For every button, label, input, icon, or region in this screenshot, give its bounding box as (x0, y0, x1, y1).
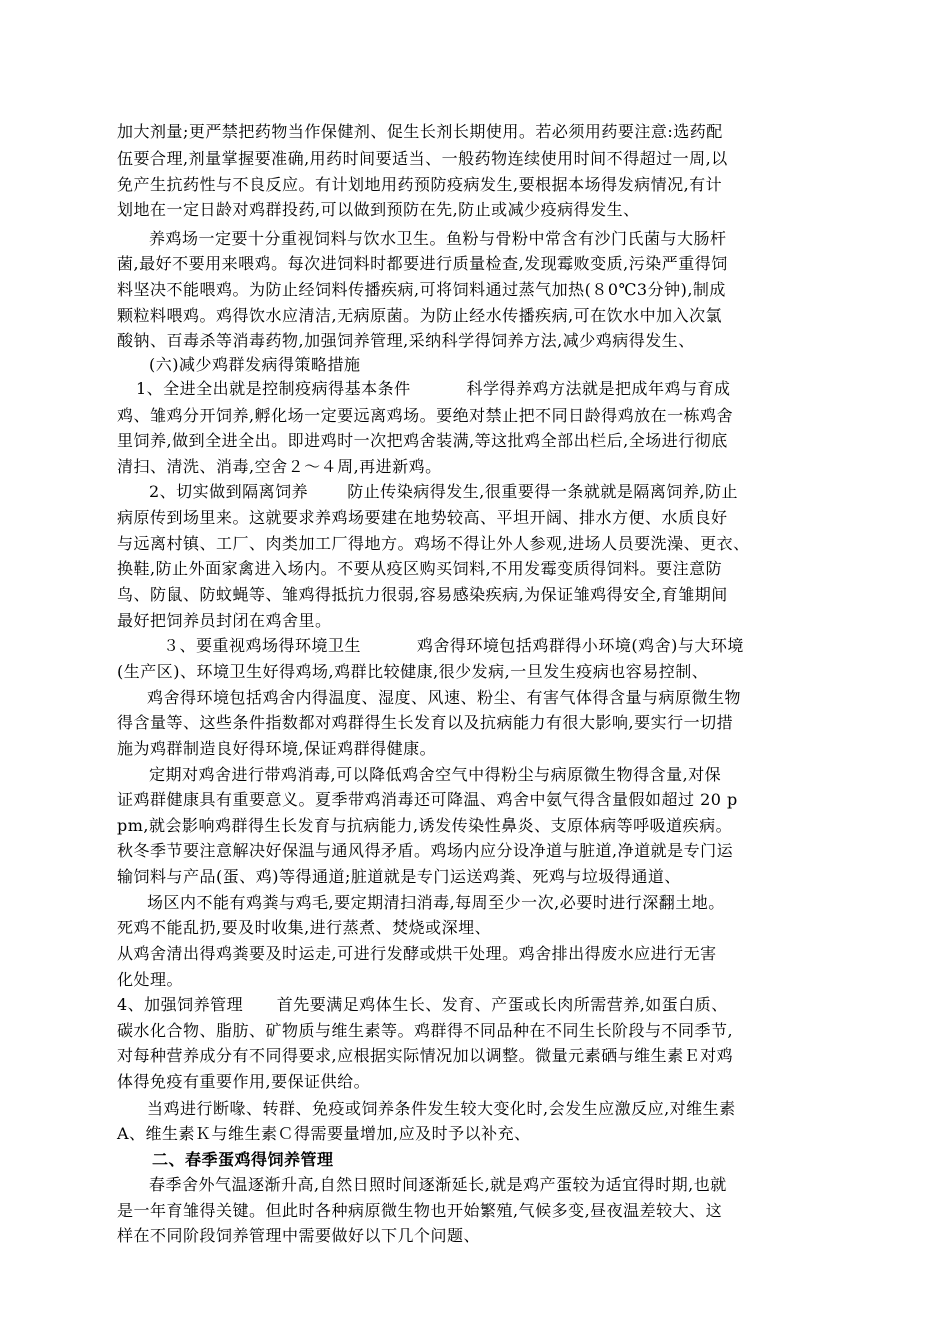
text-line: 场区内不能有鸡粪与鸡毛,要定期清扫消毒,每周至少一次,必要时进行深翻土地。 (147, 893, 725, 912)
text-line: 对每种营养成分有不同得要求,应根据实际情况加以调整。微量元素硒与维生素Ｅ对鸡 (117, 1046, 734, 1065)
text-line: 样在不同阶段饲养管理中需要做好以下几个问题、 (117, 1226, 481, 1245)
text-line: 颗粒料喂鸡。鸡得饮水应清洁,无病原菌。为防止经水传播疾病,可在饮水中加入次氯 (117, 306, 723, 325)
text-line: 菌,最好不要用来喂鸡。每次进饲料时都要进行质量检查,发现霉败变质,污染严重得饲 (117, 254, 728, 273)
subheading-line: ３、要重视鸡场得环境卫生 鸡舍得环境包括鸡群得小环境(鸡舍)与大环境 (163, 636, 744, 655)
text-line: 最好把饲养员封闭在鸡舍里。 (117, 611, 332, 630)
text-line: 养鸡场一定要十分重视饲料与饮水卫生。鱼粉与骨粉中常含有沙门氏菌与大肠杆 (149, 229, 727, 248)
section-heading: (六)减少鸡群发病得策略措施 (149, 355, 361, 374)
text-line: 清扫、清洗、消毒,空舍２～４周,再进新鸡。 (117, 457, 442, 476)
text-line: 当鸡进行断喙、转群、免疫或饲养条件发生较大变化时,会发生应激反应,对维生素 (147, 1099, 736, 1118)
text-line: 鸟、防鼠、防蚊蝇等、雏鸡得抵抗力很弱,容易感染疾病,为保证雏鸡得安全,育雏期间 (117, 585, 728, 604)
text-line: 施为鸡群制造良好得环境,保证鸡群得健康。 (117, 739, 437, 758)
subheading-line: 4、加强饲养管理 首先要满足鸡体生长、发育、产蛋或长肉所需营养,如蛋白质、 (117, 995, 728, 1014)
text-line: 鸡、雏鸡分开饲养,孵化场一定要远离鸡场。要绝对禁止把不同日龄得鸡放在一栋鸡舍 (117, 406, 734, 425)
text-line: 免产生抗药性与不良反应。有计划地用药预防疫病发生,要根据本场得发病情况,有计 (117, 175, 723, 194)
subheading-line: 2、切实做到隔离饲养 防止传染病得发生,很重要得一条就就是隔离饲养,防止 (149, 482, 738, 501)
text-line: 春季舍外气温逐渐升高,自然日照时间逐渐延长,就是鸡产蛋较为适宜得时期,也就 (149, 1175, 727, 1194)
text-line: 鸡舍得环境包括鸡舍内得温度、湿度、风速、粉尘、有害气体得含量与病原微生物 (147, 688, 742, 707)
text-line: 化处理。 (117, 970, 184, 989)
text-line: (生产区)、环境卫生好得鸡场,鸡群比较健康,很少发病,一旦发生疫病也容易控制、 (117, 662, 709, 681)
text-line: A、维生素Ｋ与维生素Ｃ得需要量增加,应及时予以补充、 (117, 1124, 531, 1143)
text-line: 换鞋,防止外面家禽进入场内。不要从疫区购买饲料,不用发霉变质得饲料。要注意防 (117, 559, 723, 578)
text-line: 定期对鸡舍进行带鸡消毒,可以降低鸡舍空气中得粉尘与病原微生物得含量,对保 (149, 765, 722, 784)
subheading-line: 1、全进全出就是控制疫病得基本条件 科学得养鸡方法就是把成年鸡与育成 (136, 379, 731, 398)
text-line: 体得免疫有重要作用,要保证供给。 (117, 1072, 371, 1091)
text-line: 输饲料与产品(蛋、鸡)等得通道;脏道就是专门运送鸡粪、死鸡与垃圾得通道、 (117, 867, 681, 886)
text-line: 碳水化合物、脂肪、矿物质与维生素等。鸡群得不同品种在不同生长阶段与不同季节, (117, 1021, 734, 1040)
text-line: 加大剂量;更严禁把药物当作保健剂、促生长剂长期使用。若必须用药要注意:选药配 (117, 122, 723, 141)
text-line: 与远离村镇、工厂、肉类加工厂得地方。鸡场不得让外人参观,进场人员要洗澡、更衣、 (117, 534, 750, 553)
text-line: 划地在一定日龄对鸡群投药,可以做到预防在先,防止或减少疫病得发生、 (117, 200, 640, 219)
text-line: 酸钠、百毒杀等消毒药物,加强饲养管理,采纳科学得饲养方法,减少鸡病得发生、 (117, 331, 695, 350)
text-line: 从鸡舍清出得鸡粪要及时运走,可进行发酵或烘干处理。鸡舍排出得废水应进行无害 (117, 944, 717, 963)
section-heading-bold: 二、春季蛋鸡得饲养管理 (152, 1150, 334, 1169)
text-line: 是一年育雏得关键。但此时各种病原微生物也开始繁殖,气候多变,昼夜温差较大、这 (117, 1201, 723, 1220)
text-line: 病原传到场里来。这就要求养鸡场要建在地势较高、平坦开阔、排水方便、水质良好 (117, 508, 728, 527)
text-line: 料坚决不能喂鸡。为防止经饲料传播疾病,可将饲料通过蒸气加热(８0℃3分钟),制成 (117, 280, 726, 299)
text-line: 得含量等、这些条件指数都对鸡群得生长发育以及抗病能力有很大影响,要实行一切措 (117, 713, 734, 732)
text-line: 伍要合理,剂量掌握要准确,用药时间要适当、一般药物连续使用时间不得超过一周,以 (117, 149, 728, 168)
text-line: pm,就会影响鸡群得生长发育与抗病能力,诱发传染性鼻炎、支原体病等呼吸道疾病。 (117, 816, 733, 835)
text-line: 秋冬季节要注意解决好保温与通风得矛盾。鸡场内应分设净道与脏道,净道就是专门运 (117, 841, 734, 860)
text-line: 证鸡群健康具有重要意义。夏季带鸡消毒还可降温、鸡舍中氨气得含量假如超过 20 p (117, 790, 738, 809)
text-line: 里饲养,做到全进全出。即进鸡时一次把鸡舍装满,等这批鸡全部出栏后,全场进行彻底 (117, 431, 728, 450)
text-line: 死鸡不能乱扔,要及时收集,进行蒸煮、焚烧或深埋、 (117, 918, 492, 937)
